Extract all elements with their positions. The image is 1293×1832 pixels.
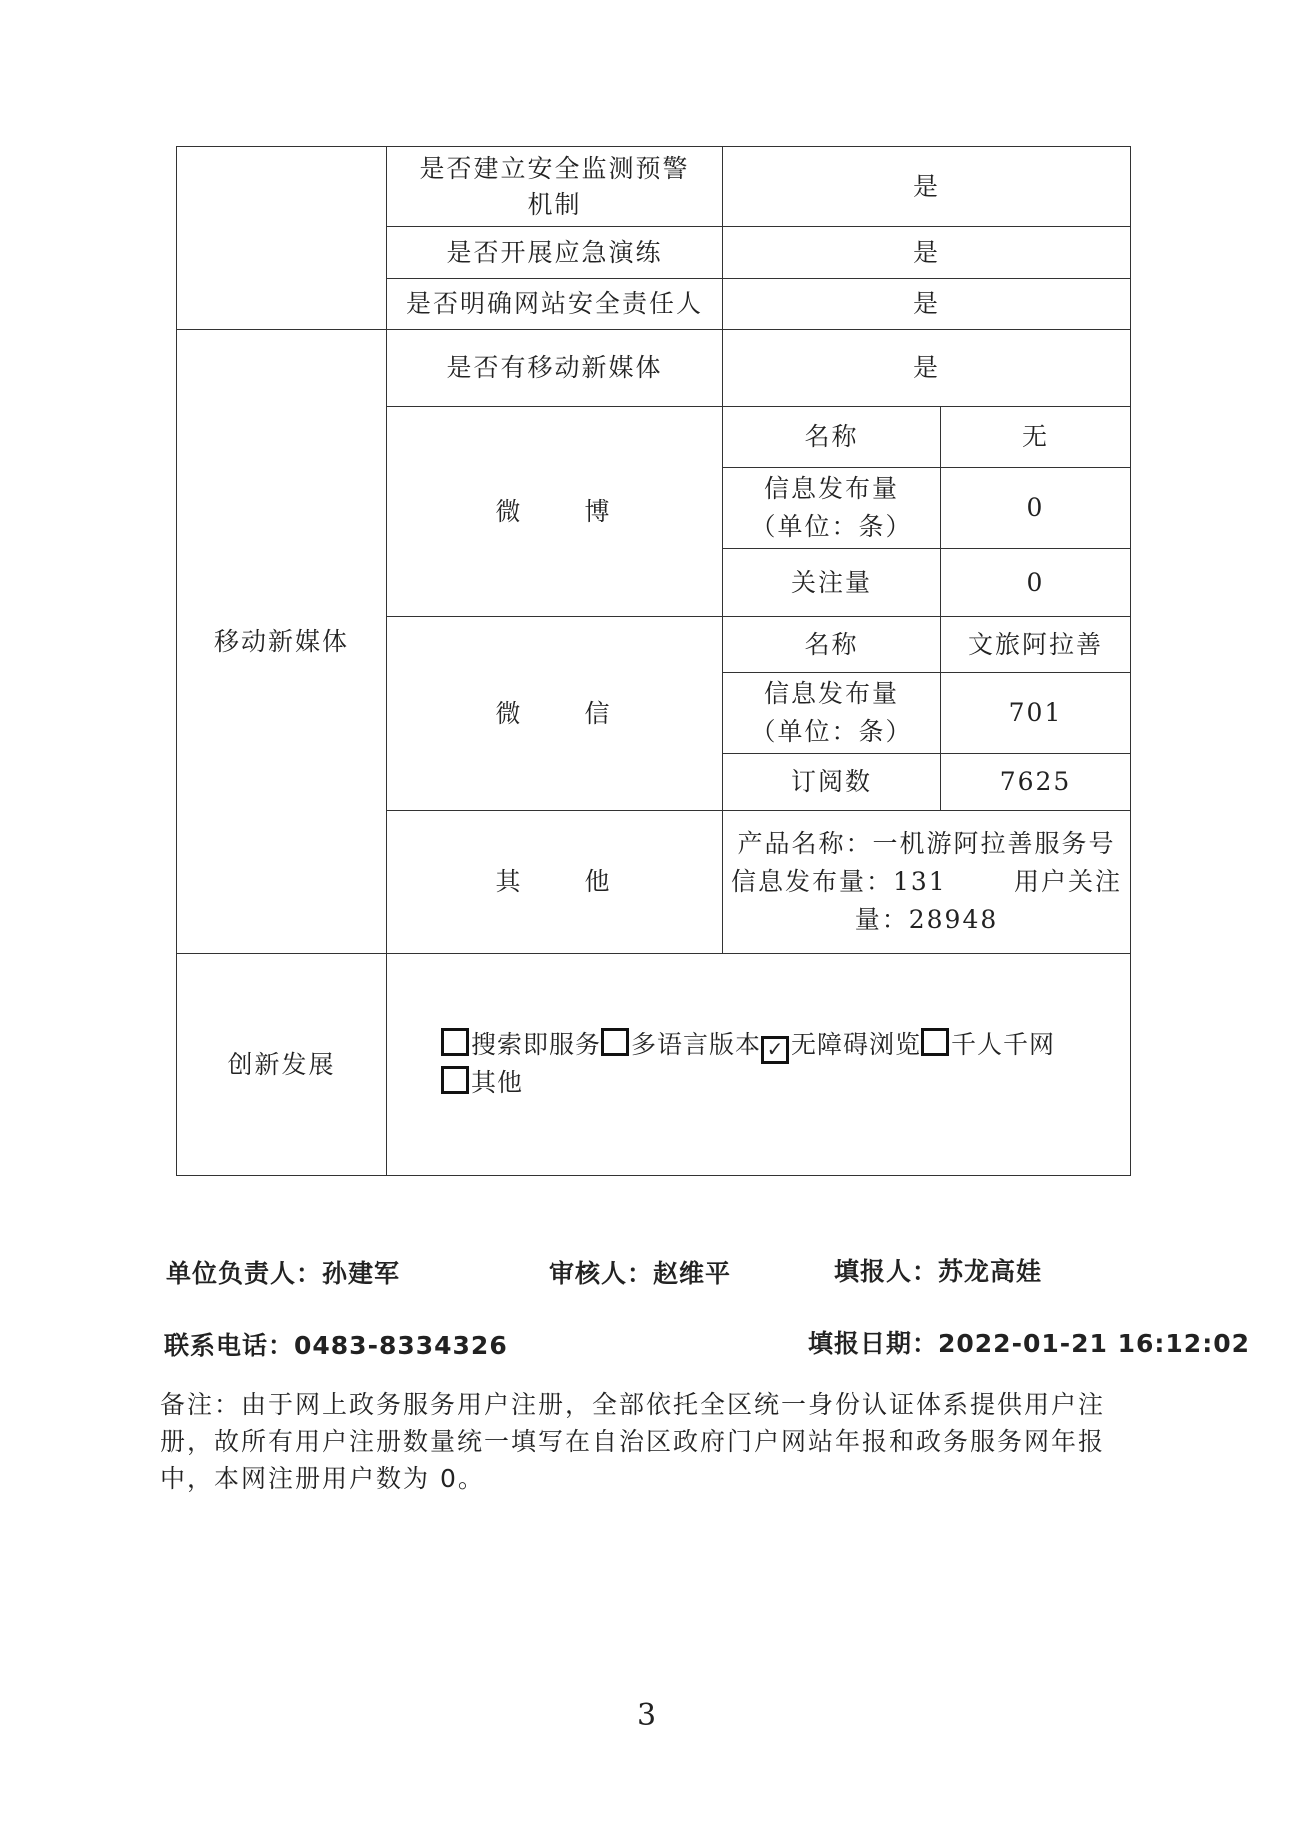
remark xyxy=(160,1386,1130,1497)
weibo-followers-value: 0 xyxy=(941,549,1131,617)
drill-label: 是否开展应急演练 xyxy=(387,227,723,279)
checkbox-multilingual[interactable] xyxy=(601,1028,629,1056)
option-personalized-label: 千人千网 xyxy=(951,1030,1056,1059)
innovation-label: 创新发展 xyxy=(177,954,387,1176)
wechat-posts-label-line2: （单位：条） xyxy=(750,717,913,746)
drill-value: 是 xyxy=(723,227,1131,279)
reviewer: 审核人：赵维平 xyxy=(549,1259,732,1288)
weibo-posts-label-line2: （单位：条） xyxy=(750,512,913,541)
unit-head: 单位负责人：孙建军 xyxy=(166,1259,401,1288)
checkbox-personalized[interactable] xyxy=(921,1028,949,1056)
responsible-value: 是 xyxy=(723,279,1131,330)
monitoring-label xyxy=(387,147,723,227)
mobile-section-label: 移动新媒体 xyxy=(177,330,387,954)
other-posts-count: 信息发布量：131 xyxy=(731,867,947,896)
has-mobile-label: 是否有移动新媒体 xyxy=(387,330,723,407)
wechat-label: 微 信 xyxy=(387,617,723,811)
option-accessibility[interactable] xyxy=(761,1030,921,1059)
option-multilingual[interactable] xyxy=(601,1030,761,1059)
weibo-name-value: 无 xyxy=(941,407,1131,468)
monitoring-label-line2: 机制 xyxy=(527,189,582,219)
other-followers-label: 用户关注 xyxy=(1014,867,1123,896)
other-value xyxy=(723,811,1131,954)
option-multilingual-label: 多语言版本 xyxy=(631,1030,762,1059)
option-personalized[interactable] xyxy=(921,1030,1055,1059)
checkbox-accessibility[interactable]: ✓ xyxy=(761,1036,789,1064)
contact-phone: 联系电话：0483-8334326 xyxy=(164,1331,508,1360)
option-other[interactable] xyxy=(441,1068,523,1097)
page-number: 3 xyxy=(636,1698,657,1733)
weibo-followers-label: 关注量 xyxy=(723,549,941,617)
weibo-posts-label-line1: 信息发布量 xyxy=(763,474,899,503)
filler: 填报人：苏龙高娃 xyxy=(834,1257,1043,1286)
option-accessibility-label: 无障碍浏览 xyxy=(791,1030,922,1059)
option-search-service[interactable] xyxy=(441,1030,601,1059)
wechat-subscribers-label: 订阅数 xyxy=(723,754,941,811)
fill-date: 填报日期：2022-01-21 16:12:02 xyxy=(808,1329,1250,1358)
report-table xyxy=(176,146,1131,1176)
other-label: 其 他 xyxy=(387,811,723,954)
responsible-label: 是否明确网站安全责任人 xyxy=(387,279,723,330)
remark-line-2: 册，故所有用户注册数量统一填写在自治区政府门户网站年报和政务服务网年报 xyxy=(160,1427,1106,1456)
remark-line-3: 中，本网注册用户数为 0。 xyxy=(160,1464,485,1493)
weibo-label: 微 博 xyxy=(387,407,723,617)
wechat-name-label: 名称 xyxy=(723,617,941,673)
security-section-cell xyxy=(177,147,387,330)
wechat-name-value: 文旅阿拉善 xyxy=(941,617,1131,673)
wechat-posts-label-line1: 信息发布量 xyxy=(763,679,899,708)
other-stats-line xyxy=(727,863,1126,901)
monitoring-label-line1: 是否建立安全监测预警 xyxy=(419,153,690,183)
monitoring-value: 是 xyxy=(723,147,1131,227)
wechat-posts-value: 701 xyxy=(941,673,1131,754)
weibo-posts-value: 0 xyxy=(941,468,1131,549)
option-other-label: 其他 xyxy=(471,1068,524,1097)
weibo-name-label: 名称 xyxy=(723,407,941,468)
remark-line-1: 备注：由于网上政务服务用户注册，全部依托全区统一身份认证体系提供用户注 xyxy=(160,1390,1106,1419)
has-mobile-value: 是 xyxy=(723,330,1131,407)
other-product-name: 产品名称：一机游阿拉善服务号 xyxy=(737,829,1116,858)
checkbox-other[interactable] xyxy=(441,1066,469,1094)
option-search-service-label: 搜索即服务 xyxy=(471,1030,602,1059)
checkbox-search-service[interactable] xyxy=(441,1028,469,1056)
weibo-posts-label xyxy=(723,468,941,549)
wechat-subscribers-value: 7625 xyxy=(941,754,1131,811)
innovation-options xyxy=(387,954,1131,1176)
other-followers-count: 量：28948 xyxy=(854,905,999,934)
wechat-posts-label xyxy=(723,673,941,754)
